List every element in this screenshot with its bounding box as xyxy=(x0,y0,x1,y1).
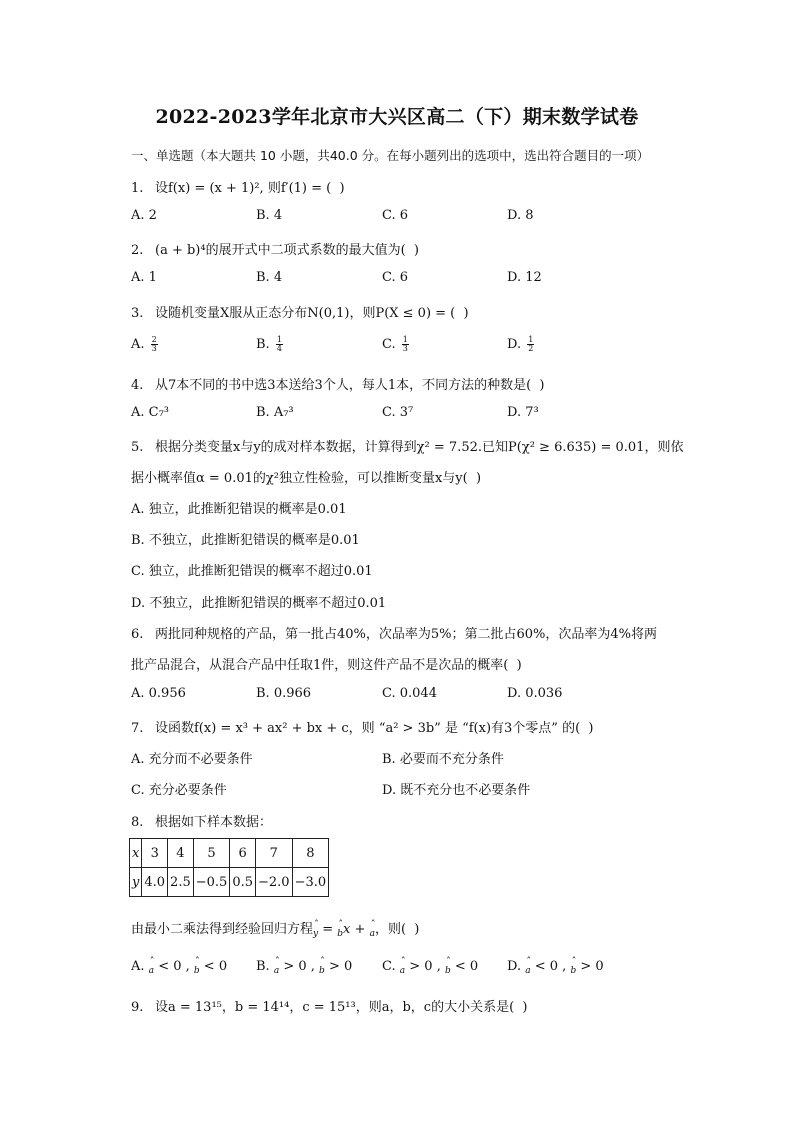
question-stem: 从7本不同的书中选3本送给3个人，每人1本，不同方法的种数是( ) xyxy=(155,378,545,393)
question-9 xyxy=(131,996,527,1015)
section-header: 一、单选题（本大题共 10 小题，共40.0 分。在每小题列出的选项中，选出符合题目的一项） xyxy=(131,148,650,163)
sentence-suffix: ，则( ) xyxy=(374,922,420,937)
question-number: 3. xyxy=(131,306,144,321)
question-stem: 设f(x) = (x + 1)², 则f′(1) = ( ) xyxy=(155,181,345,196)
question-5 xyxy=(131,436,683,455)
page-title: 2022-2023学年北京市大兴区高二（下）期末数学试卷 xyxy=(155,106,639,128)
question-stem: 设随机变量X服从正态分布N(0,1)，则P(X ≤ 0) = ( ) xyxy=(155,306,469,321)
question-1 xyxy=(131,177,345,196)
option-a: A. 充分而不必要条件 xyxy=(131,752,253,767)
question-number: 2. xyxy=(131,243,144,258)
table-cell: y xyxy=(130,868,142,897)
sentence-prefix: 由最小二乘法得到经验回归方程 xyxy=(131,922,314,937)
question-6 xyxy=(131,623,657,642)
numerator: 1 xyxy=(276,335,282,344)
question-number: 1. xyxy=(131,181,144,196)
option-d xyxy=(507,336,534,353)
option-a-value: > 0 xyxy=(409,959,433,974)
table-row xyxy=(130,868,329,897)
option-label: A. xyxy=(131,959,145,974)
table-cell: −0.5 xyxy=(193,868,230,897)
question-number: 9. xyxy=(131,1000,144,1015)
question-stem: 根据如下样本数据： xyxy=(155,815,273,830)
option-label: C. xyxy=(382,337,396,352)
question-number: 6. xyxy=(131,627,144,642)
option-b-value: > 0 xyxy=(580,959,604,974)
option-d: D. 既不充分也不必要条件 xyxy=(382,783,531,798)
option-b: B. 4 xyxy=(256,270,283,285)
option-d: D. 8 xyxy=(507,208,534,223)
option-b-value: > 0 xyxy=(328,959,353,974)
table-cell: −2.0 xyxy=(256,868,293,897)
denominator: 3 xyxy=(151,344,157,353)
table-cell: 6 xyxy=(230,839,256,868)
question-stem: 设a = 13¹⁵，b = 14¹⁴，c = 15¹³，则a，b，c的大小关系是( ) xyxy=(155,1000,528,1015)
question-number: 8. xyxy=(131,815,144,830)
question-stem: (a + b)⁴的展开式中二项式系数的最大值为( ) xyxy=(155,243,419,258)
question-stem: 两批同种规格的产品，第一批占40%，次品率为5%；第二批占60%，次品率为4%将两 xyxy=(155,627,658,642)
numerator: 1 xyxy=(402,335,408,344)
option-b: B. 0.966 xyxy=(256,686,312,701)
question-stem: 根据分类变量x与y的成对样本数据，计算得到χ² = 7.52.已知P(χ² ≥ 6.635) = 0.01，则依 xyxy=(155,440,684,455)
denominator: 3 xyxy=(402,344,408,353)
option-b: B. ˆ a > 0 , ˆ b > 0 xyxy=(256,959,352,976)
option-a: A. 0.956 xyxy=(131,686,186,701)
option-b xyxy=(256,336,283,353)
fraction xyxy=(402,336,409,353)
option-label: D. xyxy=(507,959,522,974)
option-c: C. 独立，此推断犯错误的概率不超过0.01 xyxy=(131,564,373,579)
table-cell: 3 xyxy=(142,839,168,868)
sample-data-table xyxy=(129,838,329,897)
numerator: 1 xyxy=(528,335,534,344)
question-4 xyxy=(131,374,545,393)
option-d: D. 不独立，此推断犯错误的概率不超过0.01 xyxy=(131,596,387,611)
question-2 xyxy=(131,239,419,258)
table-cell: x xyxy=(130,839,142,868)
option-b-value: < 0 xyxy=(454,959,479,974)
table-cell: 8 xyxy=(292,839,329,868)
option-d: D. ˆ a < 0 , ˆ b > 0 xyxy=(507,959,604,976)
option-a: A. 2 xyxy=(131,208,157,223)
fraction xyxy=(527,336,534,353)
option-d: D. 12 xyxy=(507,270,542,285)
fraction xyxy=(151,336,158,353)
question-stem-continued: 据小概率值α = 0.01的χ²独立性检验，可以推断变量x与y( ) xyxy=(131,471,482,486)
table-cell: 0.5 xyxy=(230,868,256,897)
option-a: A. 1 xyxy=(131,270,157,285)
question-number: 7. xyxy=(131,721,144,736)
table-row xyxy=(130,839,329,868)
denominator: 4 xyxy=(276,344,282,353)
regression-equation: ˆ y = ˆ bx + ˆ a xyxy=(313,922,375,937)
question-8 xyxy=(131,811,272,830)
option-label: C. xyxy=(382,959,396,974)
question-number: 5. xyxy=(131,440,144,455)
option-a-value: < 0 xyxy=(158,959,182,974)
option-a: A. ˆ a < 0 , ˆ b < 0 xyxy=(131,959,227,976)
option-b: B. 不独立，此推断犯错误的概率是0.01 xyxy=(131,533,360,548)
option-a: A. C₇³ xyxy=(131,405,170,420)
table-cell: 4 xyxy=(168,839,194,868)
question-stem: 设函数f(x) = x³ + ax² + bx + c，则 “a² > 3b” 是 “f(x)有3个零点” 的( ) xyxy=(155,721,594,736)
option-c: C. ˆ a > 0 , ˆ b < 0 xyxy=(382,959,478,976)
question-3 xyxy=(131,302,469,321)
table-cell: 7 xyxy=(256,839,293,868)
option-d: D. 7³ xyxy=(507,405,539,420)
table-cell: 5 xyxy=(193,839,230,868)
option-a: A. 独立，此推断犯错误的概率是0.01 xyxy=(131,502,347,517)
fraction xyxy=(276,336,283,353)
option-c xyxy=(382,336,409,353)
option-a-value: > 0 xyxy=(283,959,307,974)
question-number: 4. xyxy=(131,378,144,393)
option-b: B. 4 xyxy=(256,208,283,223)
option-label: A. xyxy=(131,337,145,352)
table-cell: 2.5 xyxy=(168,868,194,897)
option-label: B. xyxy=(256,337,270,352)
option-a xyxy=(131,336,158,353)
question-stem-continued: 批产品混合，从混合产品中任取1件，则这件产品不是次品的概率( ) xyxy=(131,658,522,673)
option-label: B. xyxy=(256,959,270,974)
regression-sentence xyxy=(131,918,419,939)
option-c: C. 6 xyxy=(382,208,409,223)
option-d: D. 0.036 xyxy=(507,686,563,701)
denominator: 2 xyxy=(528,344,534,353)
table-cell: −3.0 xyxy=(292,868,329,897)
option-b: B. A₇³ xyxy=(256,405,294,420)
option-label: D. xyxy=(507,337,522,352)
question-7 xyxy=(131,717,593,736)
option-b: B. 必要而不充分条件 xyxy=(382,752,504,767)
option-c: C. 3⁷ xyxy=(382,405,414,420)
option-c: C. 6 xyxy=(382,270,409,285)
table-cell: 4.0 xyxy=(142,868,168,897)
numerator: 2 xyxy=(151,335,157,344)
option-c: C. 充分必要条件 xyxy=(131,783,227,798)
option-a-value: < 0 xyxy=(534,959,559,974)
option-c: C. 0.044 xyxy=(382,686,437,701)
option-b-value: < 0 xyxy=(203,959,228,974)
